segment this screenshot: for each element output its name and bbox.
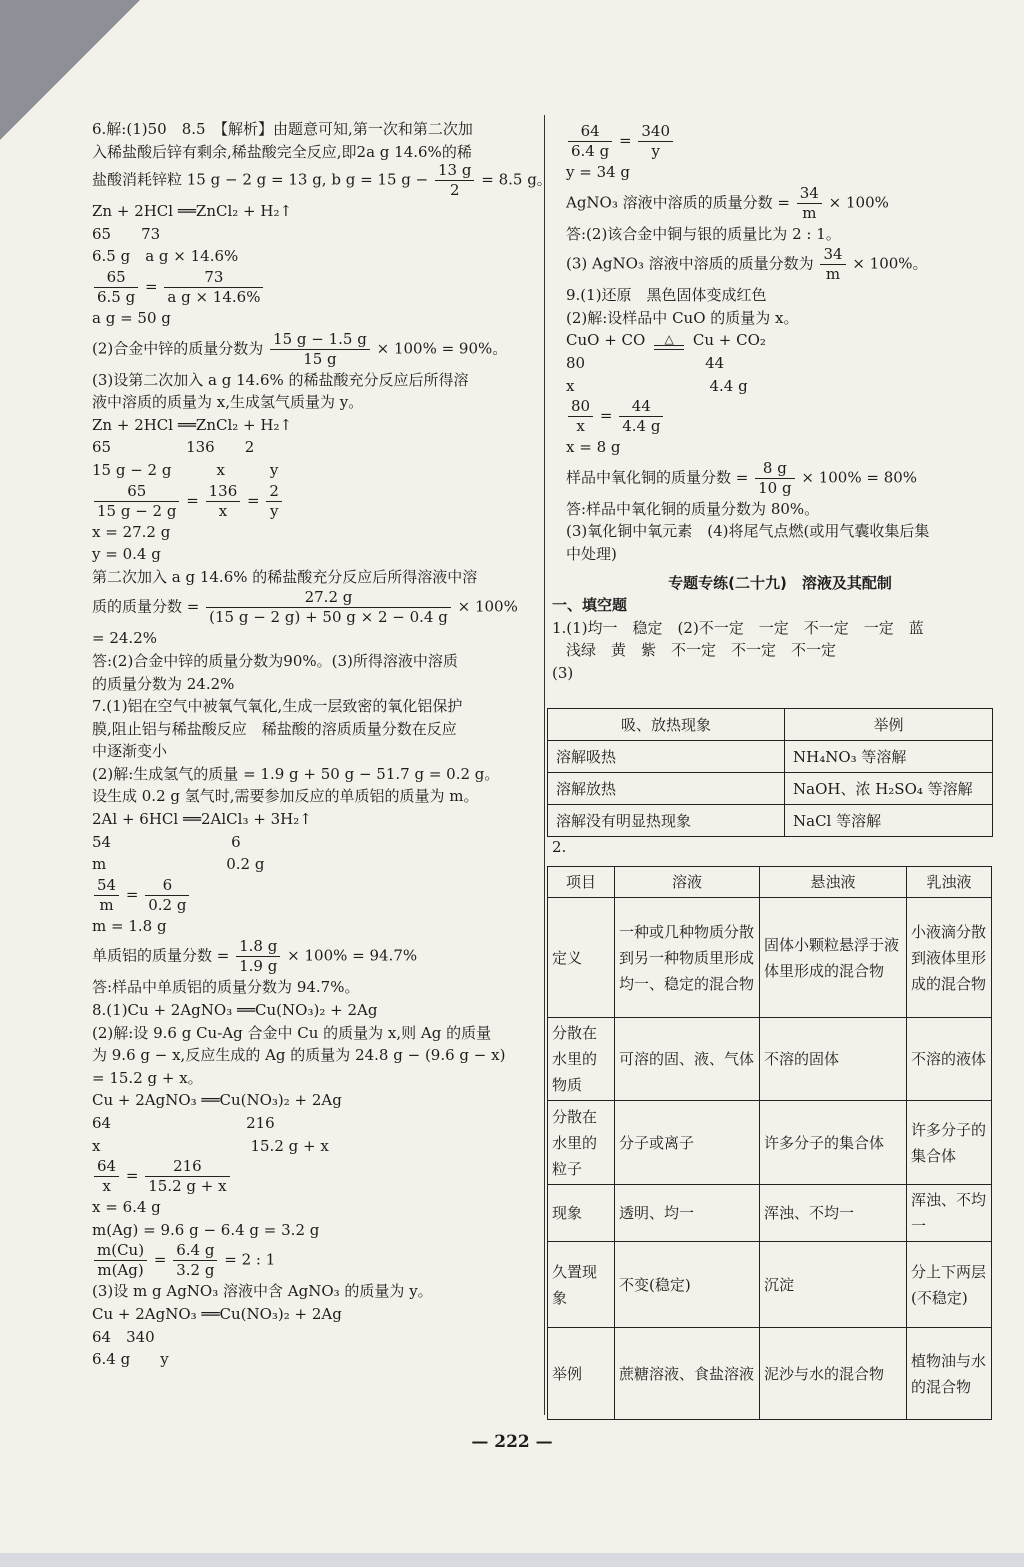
fraction xyxy=(94,268,138,307)
text-line: (3)设 m g AgNO₃ 溶液中含 AgNO₃ 的质量为 y。 xyxy=(92,1282,433,1301)
table-header-cell: 举例 xyxy=(785,709,993,741)
text-line: 浅绿 黄 紫 不一定 不一定 不一定 xyxy=(566,641,837,660)
denominator: 4.4 g xyxy=(622,417,661,436)
fraction xyxy=(164,268,263,307)
text-line xyxy=(566,459,994,498)
denominator: m xyxy=(825,265,841,284)
table-header-cell: 项目 xyxy=(548,867,615,898)
table-header-cell: 溶液 xyxy=(615,867,760,898)
text-line: m = 1.8 g xyxy=(92,916,167,935)
text-span: 质的质量分数 = xyxy=(92,597,200,616)
text-line: m 0.2 g xyxy=(92,855,265,874)
table-cell: 固体小颗粒悬浮于液体里形成的混合物 xyxy=(760,898,907,1018)
table-cell: 分子或离子 xyxy=(615,1101,760,1185)
text-span: × 100% xyxy=(457,597,518,616)
denominator: m xyxy=(802,203,817,222)
proportion xyxy=(92,268,532,307)
table-header-cell: 吸、放热现象 xyxy=(548,709,785,741)
numerator: 44 xyxy=(619,397,663,417)
fraction xyxy=(568,122,612,161)
table-cell: 定义 xyxy=(548,898,615,1018)
fraction xyxy=(94,482,179,521)
table-cell: 可溶的固、液、气体 xyxy=(615,1018,760,1101)
table-row xyxy=(548,1101,992,1185)
text-line: 第二次加入 a g 14.6% 的稀盐酸充分反应后所得溶液中溶 xyxy=(92,567,478,586)
text-span: × 100% = 80% xyxy=(801,468,918,487)
proportion xyxy=(92,1157,532,1196)
denominator: m xyxy=(99,895,114,914)
fraction xyxy=(94,876,119,915)
table-cell: NaOH、浓 H₂SO₄ 等溶解 xyxy=(785,773,993,805)
text-line: y = 0.4 g xyxy=(92,545,161,564)
equals-sign xyxy=(654,345,684,350)
text-span: (3) AgNO₃ 溶液中溶质的质量分数为 xyxy=(566,254,814,273)
text-span: 样品中氧化铜的质量分数 = xyxy=(566,468,749,487)
text-line: 答:(2)该合金中铜与银的质量比为 2 : 1。 xyxy=(566,224,841,243)
table-row xyxy=(548,898,992,1018)
text-line: 液中溶质的质量为 x,生成氢气质量为 y。 xyxy=(92,393,364,412)
numerator: 80 xyxy=(568,397,593,417)
table-row xyxy=(548,1018,992,1101)
numerator: 216 xyxy=(145,1157,229,1177)
table-cell: 久置现象 xyxy=(548,1242,615,1328)
left-column xyxy=(92,118,552,1371)
proportion xyxy=(566,397,994,436)
table-cell: 泥沙与水的混合物 xyxy=(760,1328,907,1420)
table-cell: 透明、均一 xyxy=(615,1185,760,1242)
column-divider xyxy=(544,115,545,1415)
text-line: x 4.4 g xyxy=(566,376,748,395)
text-span: = xyxy=(247,491,260,510)
table-cell: 举例 xyxy=(548,1328,615,1420)
text-line: y = 34 g xyxy=(566,163,631,181)
text-span: = xyxy=(186,491,199,510)
table-row xyxy=(548,773,993,805)
fraction xyxy=(797,184,822,223)
table-cell: 现象 xyxy=(548,1185,615,1242)
equation: 2Al + 6HCl ══2AlCl₃ + 3H₂↑ xyxy=(92,810,312,829)
equation: 8.(1)Cu + 2AgNO₃ ══Cu(NO₃)₂ + 2Ag xyxy=(92,1001,378,1020)
text-span: = xyxy=(153,1250,167,1269)
text-span: = 8.5 g。 xyxy=(481,170,552,189)
denominator: y xyxy=(651,142,660,160)
numerator: 13 g xyxy=(435,161,474,181)
text-span: (2)合金中锌的质量分数为 xyxy=(92,339,264,358)
table-cell: 蔗糖溶液、食盐溶液 xyxy=(615,1328,760,1420)
table-row xyxy=(548,741,993,773)
table-cell: 许多分子的集合体 xyxy=(907,1101,992,1185)
equation: Zn + 2HCl ══ZnCl₂ + H₂↑ xyxy=(92,415,293,434)
fraction xyxy=(94,1157,119,1196)
text-line xyxy=(566,245,994,284)
table-cell: 一种或几种物质分散到另一种物质里形成均一、稳定的混合物 xyxy=(615,898,760,1018)
text-span: = xyxy=(599,406,613,425)
text-line: a g = 50 g xyxy=(92,308,171,327)
table-header-cell: 乳浊液 xyxy=(907,867,992,898)
text-line: = 24.2% xyxy=(92,629,157,648)
text-line: x = 6.4 g xyxy=(92,1198,161,1217)
text-line: 为 9.6 g − x,反应生成的 Ag 的质量为 24.8 g − (9.6 g − x) xyxy=(92,1046,506,1065)
equation: Cu + 2AgNO₃ ══Cu(NO₃)₂ + 2Ag xyxy=(92,1091,342,1110)
text-line: 答:(2)合金中锌的质量分数为90%。(3)所得溶液中溶质 xyxy=(92,651,458,670)
table-cell: NaCl 等溶解 xyxy=(785,805,993,837)
numerator: m(Cu) xyxy=(94,1241,147,1261)
text-line: 1.(1)均一 稳定 (2)不一定 一定 不一定 一定 蓝 xyxy=(552,618,924,637)
denominator: 10 g xyxy=(758,478,792,497)
denominator: 0.2 g xyxy=(148,895,187,914)
bottom-strip xyxy=(0,1553,1024,1567)
table-cell: 植物油与水的混合物 xyxy=(907,1328,992,1420)
text-line: 中处理) xyxy=(566,544,617,563)
table-cell: 浑浊、不均一 xyxy=(907,1185,992,1242)
table-cell: 分散在水里的物质 xyxy=(548,1018,615,1101)
text-line: 6.4 g y xyxy=(92,1350,169,1369)
section-title: 专题专练(二十九) 溶液及其配制 xyxy=(668,573,892,592)
numerator: 34 xyxy=(797,184,822,204)
fraction xyxy=(270,330,370,369)
table-header-row xyxy=(548,867,992,898)
numerator: 65 xyxy=(94,482,179,502)
text-line: 80 44 xyxy=(566,353,725,372)
denominator: 6.4 g xyxy=(571,142,610,160)
denominator: y xyxy=(269,501,279,520)
text-span: = xyxy=(619,131,632,150)
table-cell: 分散在水里的粒子 xyxy=(548,1101,615,1185)
text-line: 64 340 xyxy=(92,1327,155,1346)
text-span: = xyxy=(125,885,139,904)
fraction xyxy=(145,1157,229,1196)
text-line xyxy=(92,937,532,976)
text-line: (3)设第二次加入 a g 14.6% 的稀盐酸充分反应后所得溶 xyxy=(92,370,469,389)
fraction xyxy=(206,482,241,521)
numerator: 64 xyxy=(568,122,612,142)
table-cell: 溶解没有明显热现象 xyxy=(548,805,785,837)
text-line: 膜,阻止铝与稀盐酸反应 稀盐酸的溶质质量分数在反应 xyxy=(92,719,457,738)
numerator: 1.8 g xyxy=(236,937,280,957)
text-line: 入稀盐酸后锌有剩余,稀盐酸完全反应,即2a g 14.6%的稀 xyxy=(92,142,472,161)
equation: Cu + 2AgNO₃ ══Cu(NO₃)₂ + 2Ag xyxy=(92,1304,342,1323)
numerator: 8 g xyxy=(755,459,794,479)
denominator: 15.2 g + x xyxy=(148,1177,227,1196)
numerator: 2 xyxy=(266,482,282,502)
equation: Zn + 2HCl ══ZnCl₂ + H₂↑ xyxy=(92,202,293,221)
numerator: 27.2 g xyxy=(206,588,451,608)
text-line: (2)解:设 9.6 g Cu-Ag 合金中 Cu 的质量为 x,则 Ag 的质量 xyxy=(92,1023,492,1042)
text-line: x 15.2 g + x xyxy=(92,1136,329,1155)
text-span: CuO + CO xyxy=(566,331,646,350)
proportion xyxy=(92,1241,532,1280)
fraction xyxy=(206,588,451,627)
part-heading: 一、填空题 xyxy=(552,596,628,615)
table-cell: 许多分子的集合体 xyxy=(760,1101,907,1185)
numerator: 54 xyxy=(94,876,119,896)
numerator: 6.4 g xyxy=(173,1241,217,1261)
table-row xyxy=(548,805,993,837)
text-line: 答:样品中单质铝的质量分数为 94.7%。 xyxy=(92,978,360,997)
numerator: 73 xyxy=(164,268,263,288)
text-line: m(Ag) = 9.6 g − 6.4 g = 3.2 g xyxy=(92,1220,320,1239)
text-line: 65 136 2 xyxy=(92,438,255,457)
table-cell: 溶解放热 xyxy=(548,773,785,805)
table-cell: 不变(稳定) xyxy=(615,1242,760,1328)
denominator: x xyxy=(218,501,228,520)
numerator: 64 xyxy=(94,1157,119,1177)
fraction xyxy=(145,876,189,915)
text-line: 64 216 xyxy=(92,1114,275,1132)
denominator: 1.9 g xyxy=(239,957,278,976)
text-line: 15 g − 2 g x y xyxy=(92,460,279,479)
denominator: 6.5 g xyxy=(97,287,136,306)
question-label: 2. xyxy=(552,838,567,856)
denominator: 2 xyxy=(449,181,460,200)
table-cell: 小液滴分散到液体里形成的混合物 xyxy=(907,898,992,1018)
table-row xyxy=(548,1328,992,1420)
denominator: a g × 14.6% xyxy=(167,287,261,306)
text-span: × 100% = 94.7% xyxy=(287,946,418,965)
text-span: × 100% xyxy=(828,193,889,212)
denominator: 15 g xyxy=(303,349,337,368)
table-cell: 溶解吸热 xyxy=(548,741,785,773)
text-line: 7.(1)铝在空气中被氧气氧化,生成一层致密的氧化铝保护 xyxy=(92,697,463,716)
right-column xyxy=(552,118,994,685)
text-line: 设生成 0.2 g 氢气时,需要参加反应的单质铝的质量为 m。 xyxy=(92,787,479,806)
text-line xyxy=(92,588,532,627)
text-line: 65 73 xyxy=(92,224,161,243)
numerator: 65 xyxy=(94,268,138,288)
text-line: x = 8 g xyxy=(566,438,621,457)
text-span: = 2 : 1 xyxy=(224,1250,276,1269)
fraction xyxy=(568,397,593,436)
fraction xyxy=(236,937,280,976)
fraction xyxy=(820,245,845,284)
mixture-table xyxy=(547,866,992,1420)
text-line xyxy=(92,330,532,369)
fraction xyxy=(266,482,282,521)
text-line: (3) xyxy=(552,663,574,682)
text-span: 盐酸消耗锌粒 15 g − 2 g = 13 g, b g = 15 g − xyxy=(92,170,429,189)
proportion xyxy=(566,122,994,161)
text-line: 54 6 xyxy=(92,832,241,851)
table-cell: 不溶的液体 xyxy=(907,1018,992,1101)
text-span: Cu + CO₂ xyxy=(692,331,766,350)
text-span: × 100% = 90%。 xyxy=(376,339,508,358)
text-line xyxy=(566,184,994,223)
fraction xyxy=(755,459,794,498)
numerator: 340 xyxy=(638,122,673,142)
fraction xyxy=(638,122,673,161)
table-header-row xyxy=(548,709,993,741)
table-row xyxy=(548,1185,992,1242)
denominator: 15 g − 2 g xyxy=(97,501,177,520)
text-span: × 100%。 xyxy=(852,254,928,273)
denominator: 3.2 g xyxy=(176,1261,215,1280)
reaction-condition xyxy=(652,333,686,350)
text-line xyxy=(92,161,552,200)
text-line: x = 27.2 g xyxy=(92,522,171,541)
equation xyxy=(566,329,994,352)
text-line: 中逐渐变小 xyxy=(92,742,168,761)
table-cell: NH₄NO₃ 等溶解 xyxy=(785,741,993,773)
fraction xyxy=(173,1241,217,1280)
heat-table xyxy=(547,708,993,837)
text-line: = 15.2 g + x。 xyxy=(92,1068,203,1087)
numerator: 136 xyxy=(206,482,241,502)
text-line: 9.(1)还原 黑色固体变成红色 xyxy=(566,286,767,305)
proportion xyxy=(92,482,532,521)
numerator: 34 xyxy=(820,245,845,265)
text-span: = xyxy=(145,277,158,296)
text-line: (2)解:生成氢气的质量 = 1.9 g + 50 g − 51.7 g = 0.2 g。 xyxy=(92,764,500,783)
table-header-cell: 悬浊液 xyxy=(760,867,907,898)
numerator: 15 g − 1.5 g xyxy=(270,330,370,350)
fraction xyxy=(619,397,663,436)
table-cell: 不溶的固体 xyxy=(760,1018,907,1101)
denominator: x xyxy=(576,417,585,436)
text-line: 6.解:(1)50 8.5 【解析】由题意可知,第一次和第二次加 xyxy=(92,120,473,138)
denominator: (15 g − 2 g) + 50 g × 2 − 0.4 g xyxy=(209,608,448,627)
denominator: x xyxy=(102,1177,111,1196)
text-line: (2)解:设样品中 CuO 的质量为 x。 xyxy=(566,308,799,327)
text-span: 单质铝的质量分数 = xyxy=(92,946,230,965)
text-line: 的质量分数为 24.2% xyxy=(92,674,235,693)
text-line: 6.5 g a g × 14.6% xyxy=(92,247,239,266)
text-span: = xyxy=(125,1166,139,1185)
text-line: (3)氧化铜中氧元素 (4)将尾气点燃(或用气囊收集后集 xyxy=(566,522,930,541)
page-number: — 222 — xyxy=(471,1432,553,1452)
denominator: m(Ag) xyxy=(97,1261,144,1280)
fraction xyxy=(94,1241,147,1280)
text-span: AgNO₃ 溶液中溶质的质量分数 = xyxy=(566,193,790,212)
table-row xyxy=(548,1242,992,1328)
numerator: △ xyxy=(664,331,674,346)
proportion xyxy=(92,876,532,915)
table-cell: 分上下两层(不稳定) xyxy=(907,1242,992,1328)
table-cell: 沉淀 xyxy=(760,1242,907,1328)
fraction xyxy=(435,161,474,200)
text-line: 答:样品中氧化铜的质量分数为 80%。 xyxy=(566,499,820,518)
numerator: 6 xyxy=(145,876,189,896)
table-cell: 浑浊、不均一 xyxy=(760,1185,907,1242)
